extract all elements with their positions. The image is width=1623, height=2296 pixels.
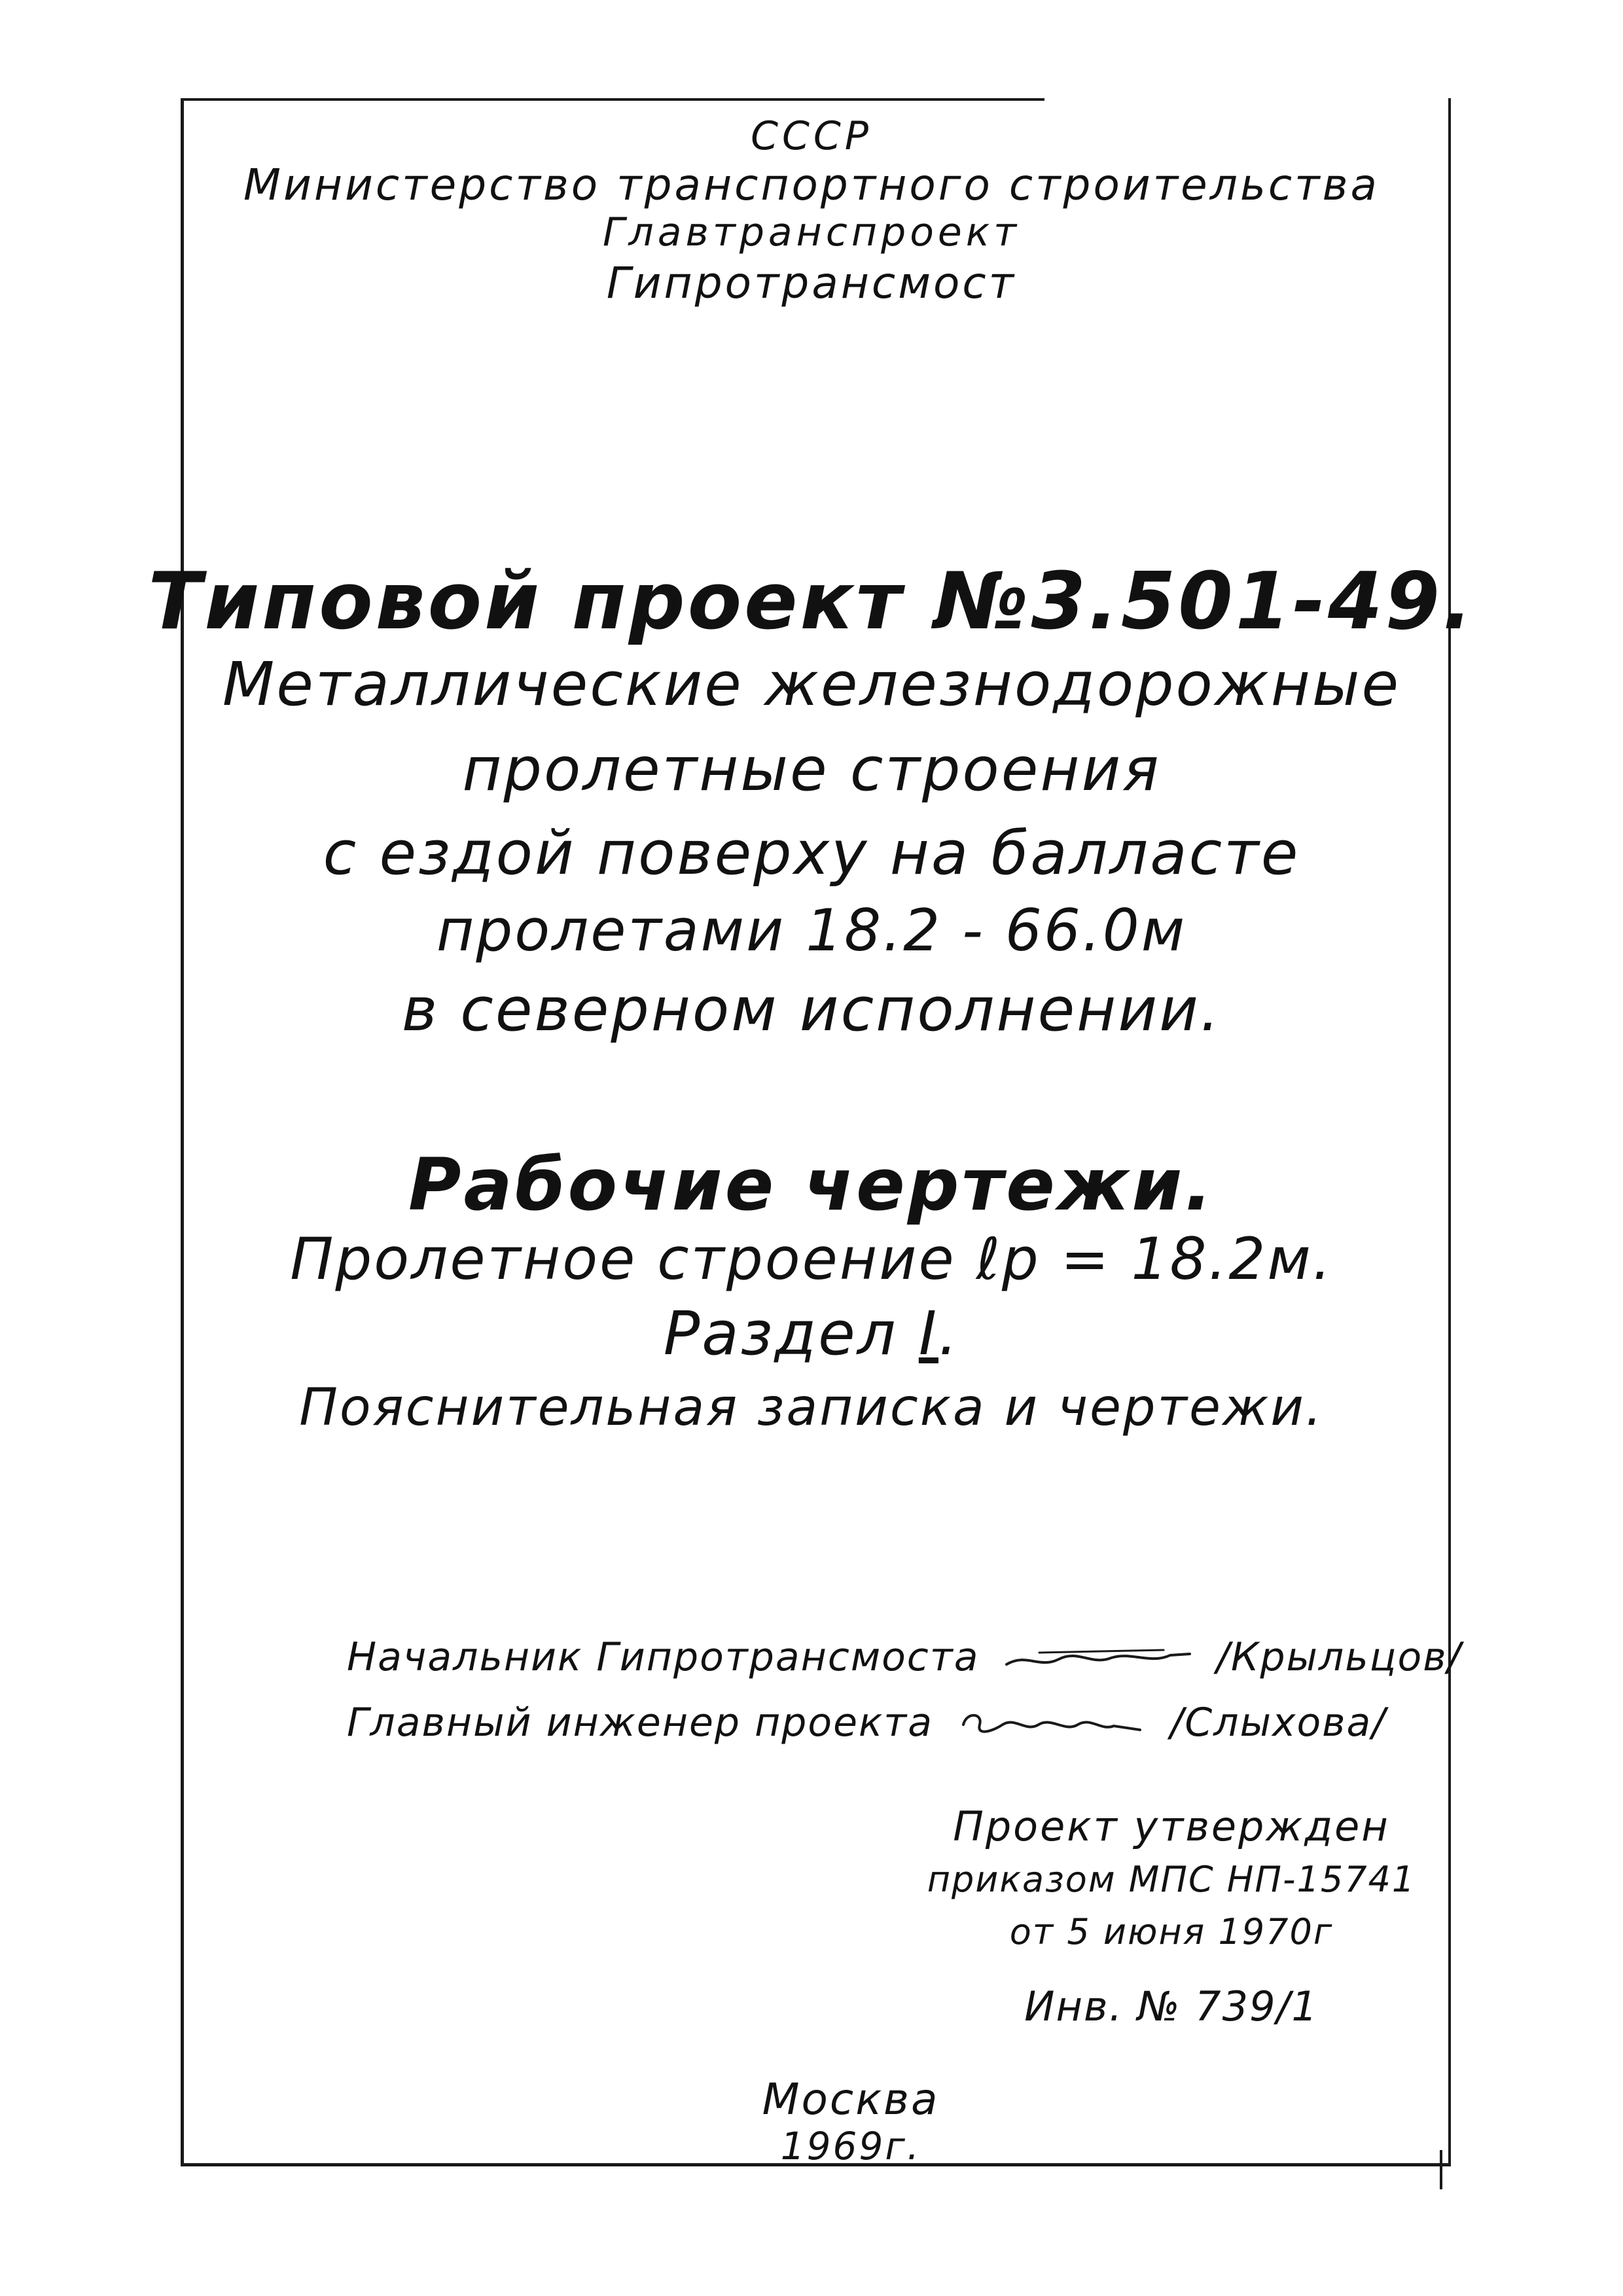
frame-corner-tick bbox=[1440, 2150, 1442, 2189]
approval-line-1: Проект утвержден bbox=[953, 1803, 1390, 1850]
section-part bbox=[0, 1299, 1623, 1369]
signature-role-chief: Начальник Гипротрансмоста bbox=[347, 1634, 980, 1680]
signature-row-chief bbox=[347, 1634, 1462, 1680]
project-description-line-4: пролетами 18.2 - 66.0м bbox=[436, 897, 1187, 964]
inventory-number: Инв. № 739/1 bbox=[1024, 1982, 1319, 2030]
handwritten-signature-engineer bbox=[954, 1705, 1150, 1744]
header-ministry: Министерство транспортного строительства bbox=[243, 160, 1380, 210]
approval-line-2: приказом МПС НП-15741 bbox=[927, 1859, 1416, 1900]
signature-name-chief: /Крыльцов/ bbox=[1216, 1634, 1462, 1680]
section-span-line: Пролетное строение ℓр = 18.2м. bbox=[290, 1225, 1333, 1293]
section-part-label: Раздел bbox=[663, 1299, 898, 1369]
project-description-line-5: в северном исполнении. bbox=[401, 975, 1222, 1045]
header-institute: Гипротрансмост bbox=[606, 258, 1017, 308]
section-part-number: I bbox=[918, 1299, 938, 1369]
header-country: СССР bbox=[751, 113, 872, 159]
approval-line-3: от 5 июня 1970г bbox=[1009, 1911, 1334, 1952]
section-part-suffix: . bbox=[938, 1299, 960, 1369]
signature-name-engineer: /Слыхова/ bbox=[1170, 1700, 1387, 1746]
section-part-title: Пояснительная записка и чертежи. bbox=[299, 1378, 1324, 1437]
header-department: Главтранспроект bbox=[602, 209, 1021, 255]
footer-year: 1969г. bbox=[780, 2124, 921, 2168]
project-title: Типовой проект №3.501-49. bbox=[148, 556, 1475, 647]
project-description-line-1: Металлические железнодорожные bbox=[222, 649, 1401, 719]
signature-row-engineer bbox=[347, 1700, 1459, 1746]
frame-top-edge bbox=[181, 98, 1044, 101]
signature-role-engineer: Главный инженер проекта bbox=[347, 1700, 933, 1746]
project-description-line-3: с ездой поверху на балласте bbox=[323, 818, 1300, 888]
sheet-frame bbox=[181, 98, 1451, 2166]
footer-city: Москва bbox=[762, 2074, 940, 2125]
handwritten-signature-chief bbox=[1000, 1640, 1196, 1679]
project-description-line-2: пролетные строения bbox=[462, 734, 1161, 804]
section-heading: Рабочие чертежи. bbox=[408, 1143, 1215, 1227]
